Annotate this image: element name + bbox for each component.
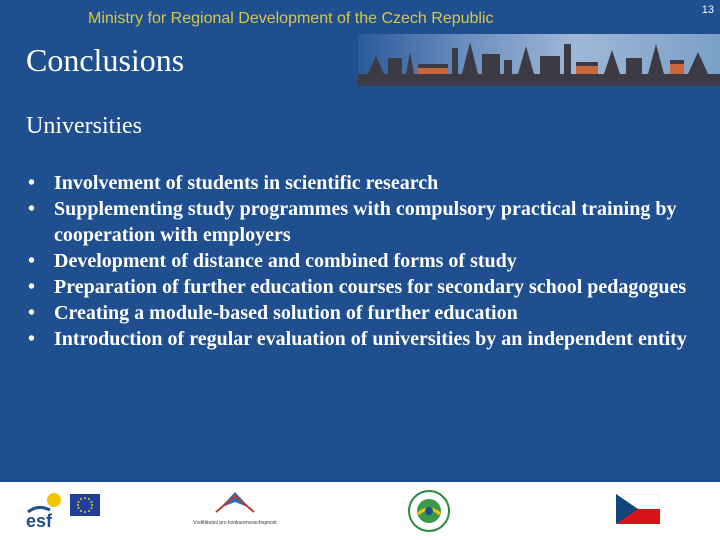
bullet-text: Creating a module-based solution of further education <box>54 302 518 324</box>
svg-text:Vzdělávání pro konkurenceschop: Vzdělávání pro konkurenceschopnost <box>193 520 277 526</box>
bullet-marker: • <box>28 302 36 324</box>
bullet-item <box>26 300 706 326</box>
svg-text:esf: esf <box>26 511 53 530</box>
bullet-marker: • <box>28 198 36 220</box>
header-ministry-title: Ministry for Regional Development of the Czech Republic <box>88 10 494 27</box>
bullet-marker: • <box>28 328 36 350</box>
bullet-marker: • <box>28 276 36 298</box>
bullet-item <box>26 196 706 248</box>
bullet-text: Preparation of further education courses for secondary school pedagogues <box>54 276 687 298</box>
page-number: 13 <box>701 4 714 16</box>
bullet-item <box>26 248 706 274</box>
bullet-marker: • <box>28 250 36 272</box>
eu-flag-icon <box>70 494 100 516</box>
czech-flag-icon <box>616 494 660 524</box>
bullet-item <box>26 170 706 196</box>
bullet-text: Supplementing study programmes with compulsory practical training by cooperation with employers <box>54 198 677 246</box>
slide-title: Conclusions <box>26 42 185 78</box>
footer-logo-bar <box>0 482 720 540</box>
ministry-of-education-logo <box>404 488 454 534</box>
city-skyline-banner <box>358 34 720 86</box>
bullet-item <box>26 274 706 300</box>
operational-programme-logo <box>190 488 280 536</box>
subheading: Universities <box>26 113 142 139</box>
bullet-item <box>26 326 706 352</box>
bullet-list <box>26 170 706 352</box>
bullet-marker: • <box>28 172 36 194</box>
bullet-text: Involvement of students in scientific research <box>54 172 439 194</box>
bullet-text: Introduction of regular evaluation of universities by an independent entity <box>54 328 687 350</box>
bullet-text: Development of distance and combined forms of study <box>54 250 517 272</box>
esf-logo <box>24 490 64 530</box>
